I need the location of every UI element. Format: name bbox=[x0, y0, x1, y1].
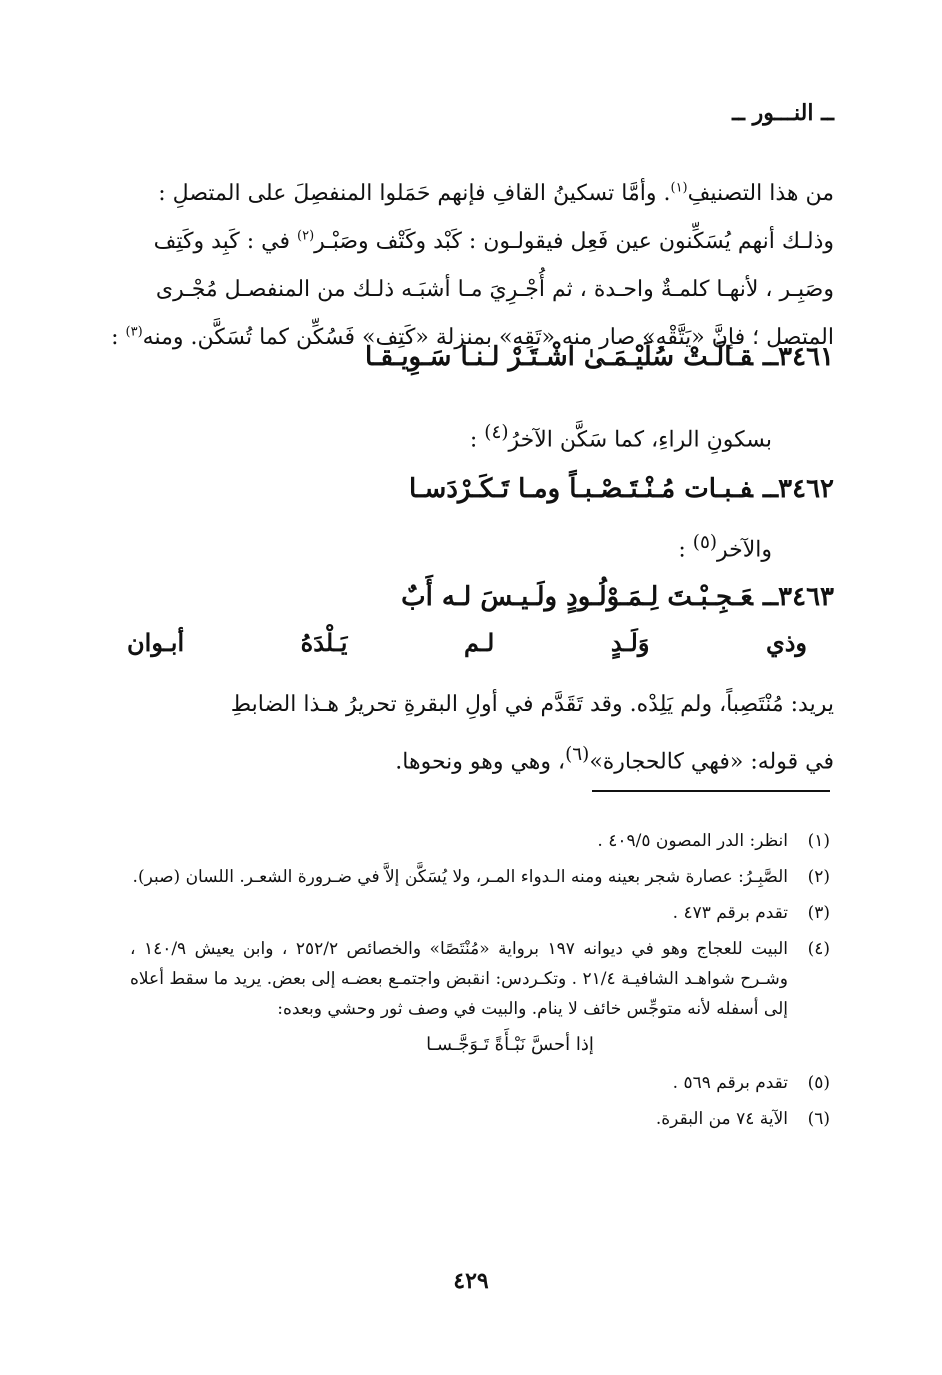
footnote-6 bbox=[130, 1104, 830, 1134]
footnotes bbox=[130, 826, 830, 1140]
verse-number: ٣٤٦٣ــ bbox=[762, 582, 834, 612]
verse-3462 bbox=[409, 474, 834, 504]
footnote-number: (٦) bbox=[807, 1109, 830, 1129]
footnote-2 bbox=[130, 862, 830, 892]
footnote-text: تقدم برقم ٥٦٩ . bbox=[672, 1073, 788, 1093]
hemistich-word: وَلَـدٍ bbox=[610, 628, 650, 657]
hemistich-word: لـم bbox=[464, 628, 495, 657]
footnote-3 bbox=[130, 898, 830, 928]
verse-3461 bbox=[365, 342, 834, 372]
footnote-number: (٢) bbox=[807, 867, 830, 887]
page-number: ٤٢٩ bbox=[453, 1268, 489, 1294]
footnote-ref-2[interactable]: (٢) bbox=[297, 228, 315, 244]
verse-3463 bbox=[401, 582, 834, 612]
verse-text: فـبـات مُـنْـتَـصْـبـاً ومـا تَـكَـرْدَسـا bbox=[409, 474, 753, 504]
footnote-ref-4[interactable]: (٤) bbox=[484, 422, 509, 443]
footnote-4 bbox=[130, 934, 830, 1024]
body-line-4: المتصل ؛ فإنَّ «يَتَّقْهِ» صار منه «تَقِهِ» بمنزلة «كَتِف» فَسُكِّن كما تُسَكَّن. ومنه$^{(٣)}$ : bbox=[111, 324, 834, 350]
footnote-text: تقدم برقم ٤٧٣ . bbox=[672, 903, 788, 923]
footnote-ref-6[interactable]: (٦) bbox=[565, 744, 590, 765]
footnote-ref-3[interactable]: (٣) bbox=[125, 324, 143, 340]
verse-text: عَـجِـبْـتَ لِـمَـوْلُـودٍ ولَـيـسَ لـه أَبٌ bbox=[401, 582, 753, 612]
note-after-3462: والآخر$^{(٥)}$ : bbox=[678, 532, 772, 563]
footnote-separator bbox=[592, 790, 830, 792]
footnote-text: الصَّبِـرُ: عصارة شجر بعينه ومنه الـدواء المـر، ولا يُسَكَّن إلاَّ في ضـرورة الشعـر. اللسان (صبر). bbox=[132, 867, 788, 887]
footnote-ref-5[interactable]: (٥) bbox=[692, 532, 717, 553]
footnote-verse-quote: إذا أحسَّ نَبْـأَةً تَـوَجَّـسـا bbox=[426, 1034, 594, 1055]
footnote-text: الآية ٧٤ من البقرة. bbox=[655, 1109, 788, 1129]
footnote-5 bbox=[130, 1068, 830, 1098]
verse-text: قـالَـتْ سُلَيْـمَـىٰ اشْـتَـرْ لـنـا سَـوِيـقـا bbox=[365, 342, 753, 372]
note-after-3461: بسكونِ الراءِ، كما سَكَّن الآخرُ$^{(٤)}$ : bbox=[469, 422, 772, 453]
main-paragraph bbox=[104, 170, 834, 362]
footnote-1 bbox=[130, 826, 830, 856]
footnote-number: (٣) bbox=[807, 903, 830, 923]
verse-3463-second-hemistich bbox=[127, 628, 807, 657]
tail-line-2: في قوله: «فهي كالحجارة»$^{(٦)}$، وهي وهو ونحوها. bbox=[395, 744, 834, 775]
footnote-text: انظر: الدر المصون ٤٠٩/٥ . bbox=[597, 831, 788, 851]
footnote-text: البيت للعجاج وهو في ديوانه ١٩٧ برواية «مُنْتَصًا» والخصائص ٢٥٢/٢ ، وابن يعيش ١٤٠/٩ ، وشـرح شواهـد الشافيـة ٢١/٤ . وتكـردس: انقبض واجتمـع بعضـه إلى بعض. يريد ما سقط أعلاه إلى أسفله لأنه متوجِّس خائف لا ينام. والبيت في وصف ثور وحشي وبعده: bbox=[130, 939, 789, 1019]
body-line-1: من هذا التصنيفِ$^{(١)}$. وأمَّا تسكينُ القافِ فإنهم حَمَلوا المنفصِلَ على المتصلِ : bbox=[158, 180, 834, 206]
body-line-3: وصَبِـر ، لأنهـا كلمـةٌ واحـدة ، ثم أُجْـرِيَ مـا أشبَـه ذلـك من المنفصـل مُجْـرى bbox=[155, 277, 834, 302]
running-head: ــ النـــور ــ bbox=[732, 100, 834, 126]
tail-line-1: يريد: مُنْتَصِباً، ولم يَلِدْه. وقد تَقَدَّم في أولِ البقرةِ تحريرُ هـذا الضابطِ bbox=[230, 692, 834, 717]
closing-paragraph bbox=[104, 680, 834, 787]
hemistich-word: وذي bbox=[765, 628, 807, 657]
footnote-ref-1[interactable]: (١) bbox=[670, 180, 688, 196]
footnote-number: (٥) bbox=[807, 1073, 830, 1093]
hemistich-word: أبـوان bbox=[127, 628, 185, 657]
verse-number: ٣٤٦١ــ bbox=[762, 342, 834, 372]
footnote-number: (٤) bbox=[807, 939, 830, 959]
footnote-number: (١) bbox=[807, 831, 830, 851]
hemistich-word: يَـلْدَهُ bbox=[300, 628, 348, 657]
verse-number: ٣٤٦٢ــ bbox=[762, 474, 834, 504]
body-line-2: وذلـك أنهم يُسَكِّنون عين فَعِل فيقولـون : كَبْد وكَتْف وصَبْـر$^{(٢)}$ في : كَبِد وكَتِف bbox=[153, 228, 834, 254]
